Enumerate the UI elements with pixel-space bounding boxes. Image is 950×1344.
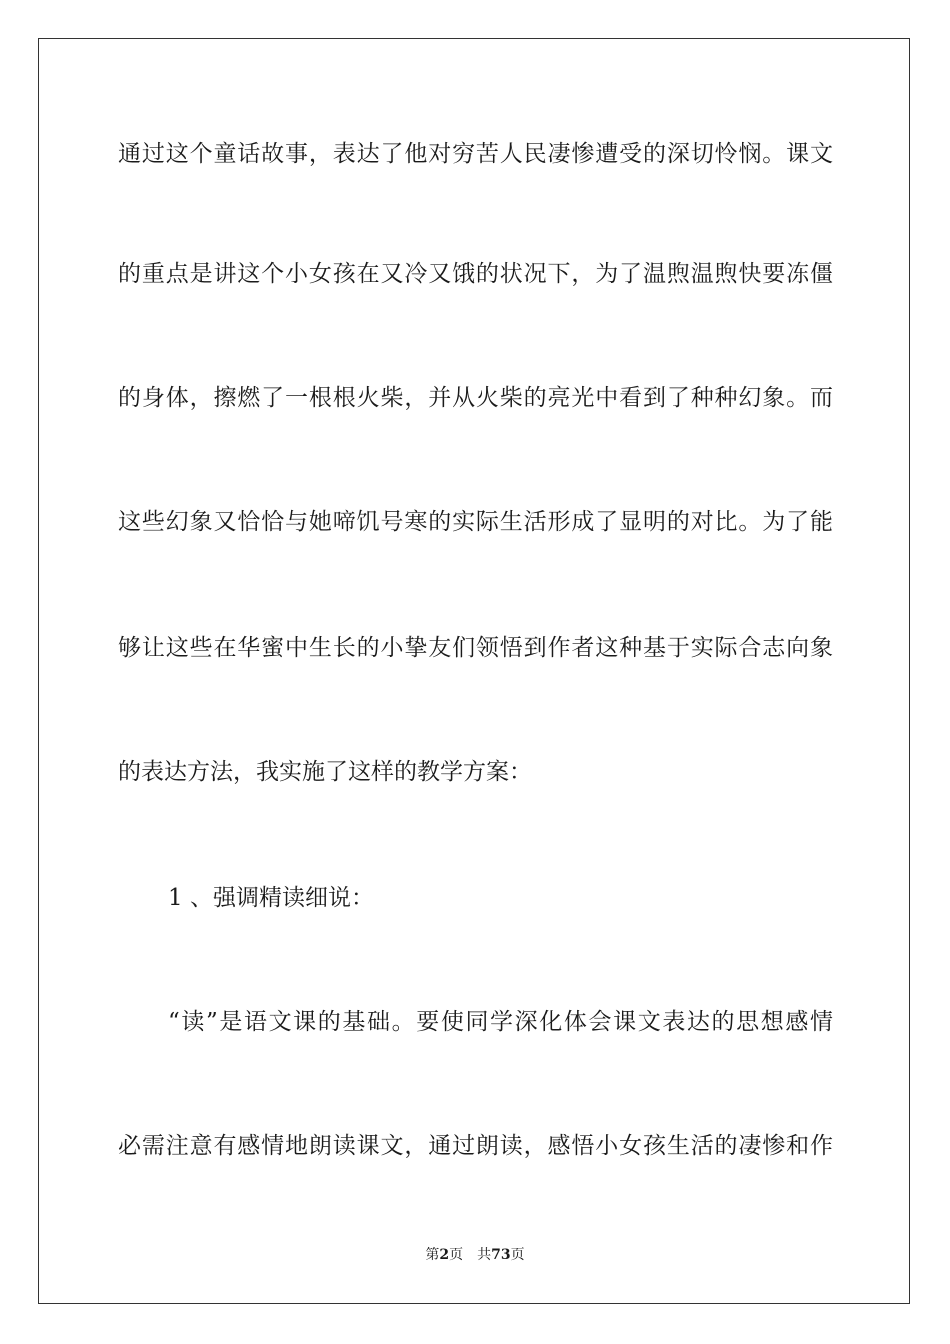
footer-page-suffix: 页 [449,1247,464,1263]
paragraph-line-6: 的表达方法，我实施了这样的教学方案： [118,759,532,785]
footer-total-suffix: 页 [510,1247,525,1263]
footer-page-number: 2 [439,1247,450,1263]
paragraph-line-8: 必需注意有感情地朗读课文，通过朗读，感悟小女孩生活的凄惨和作 [118,1133,833,1159]
paragraph-line-5: 够让这些在华蜜中生长的小挚友们领悟到作者这种基于实际合志向象 [118,635,833,661]
paragraph-line-1: 通过这个童话故事，表达了他对穷苦人民凄惨遭受的深切怜悯。课文 [118,141,833,167]
paragraph-line-4: 这些幻象又恰恰与她啼饥号寒的实际生活形成了显明的对比。为了能 [118,509,833,535]
page-border [38,38,910,1304]
footer-page-prefix: 第 [425,1247,440,1263]
section-heading: 1 、强调精读细说： [168,885,374,911]
footer-total-prefix: 共 [477,1247,492,1263]
paragraph-line-7: “读”是语文课的基础。要使同学深化体会课文表达的思想感情 [168,1009,833,1035]
paragraph-line-2: 的重点是讲这个小女孩在又冷又饿的状况下，为了温煦温煦快要冻僵 [118,261,833,287]
page-footer [0,1246,950,1264]
footer-total-number: 73 [491,1247,511,1263]
paragraph-line-3: 的身体，擦燃了一根根火柴，并从火柴的亮光中看到了种种幻象。而 [118,385,833,411]
